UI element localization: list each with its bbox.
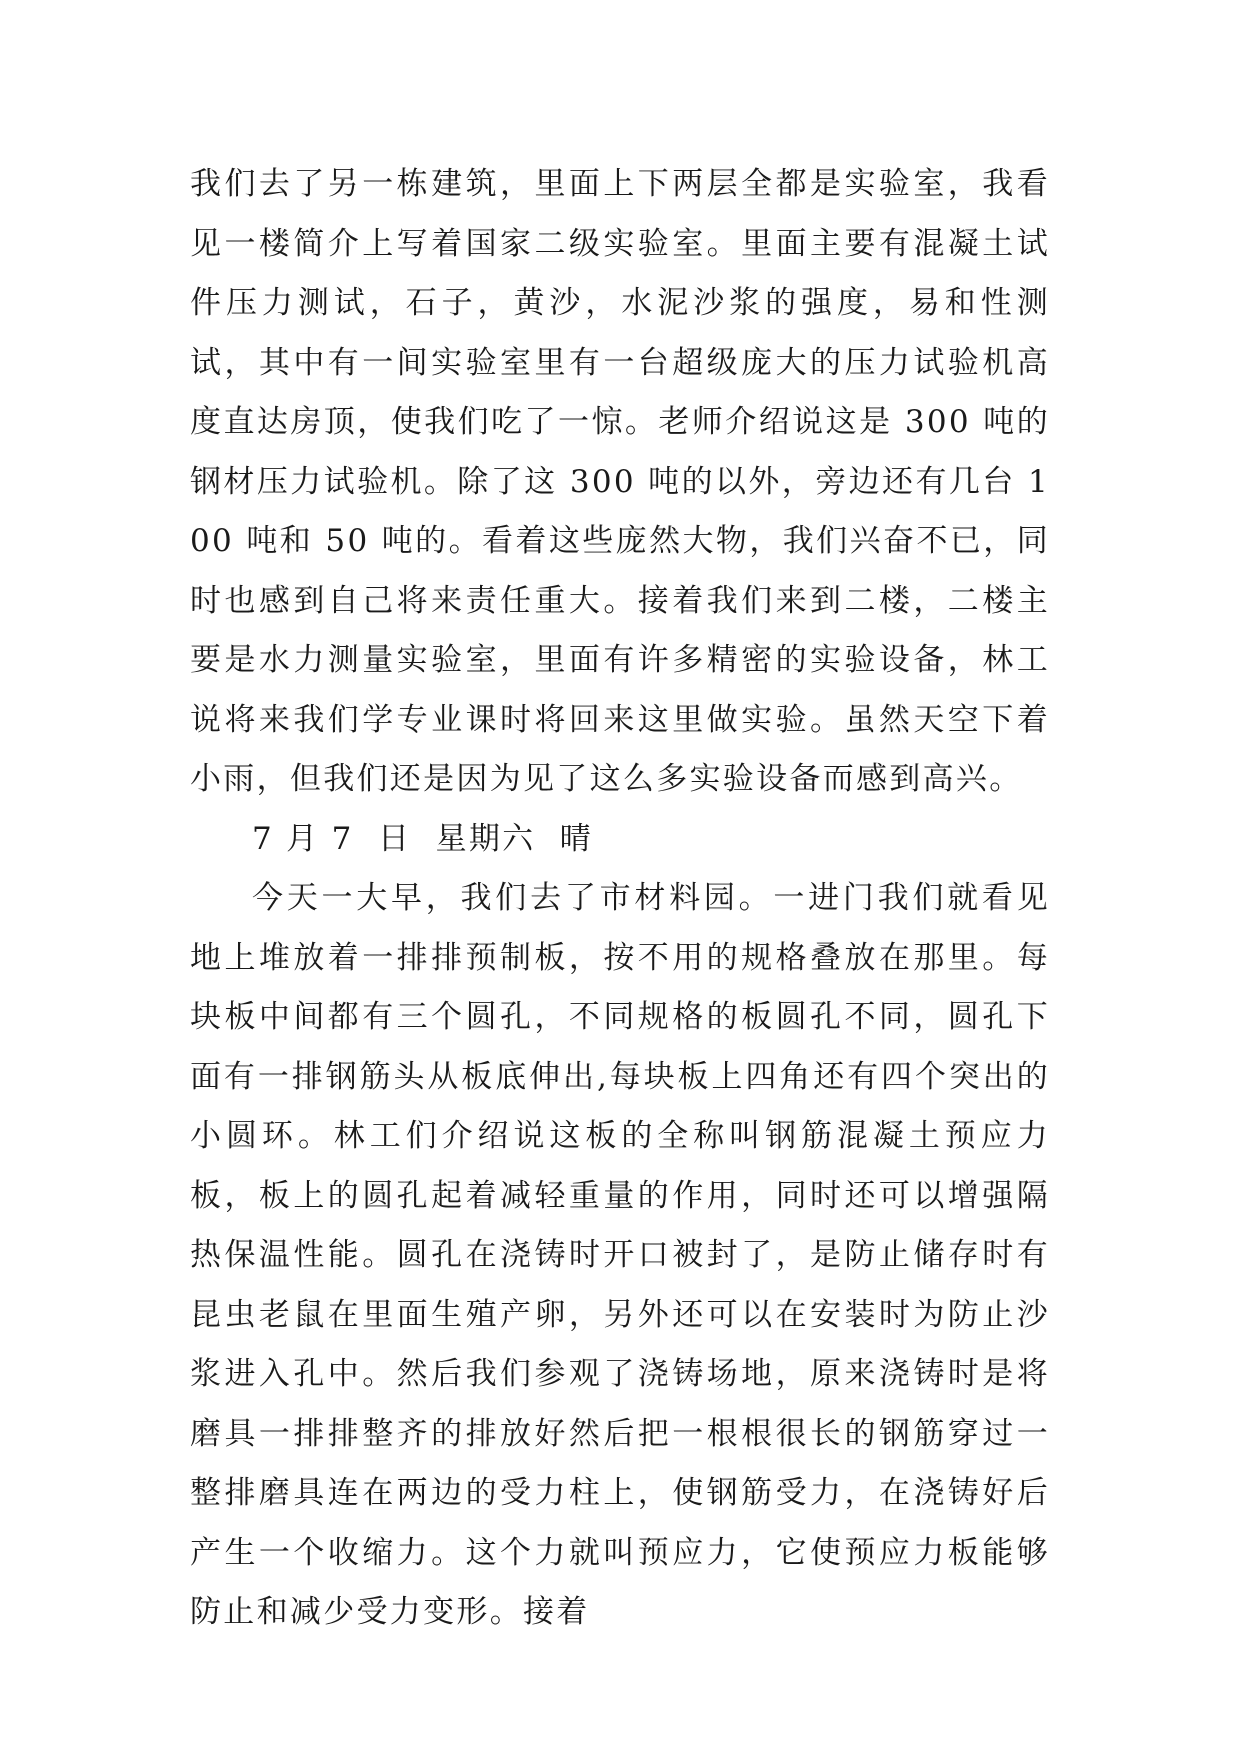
diary-date-line: 7 月 7 日 星期六 晴 xyxy=(252,820,594,857)
paragraph-lab-visit: 我们去了另一栋建筑，里面上下两层全都是实验室，我看见一楼简介上写着国家二级实验室。里面主要有混凝土试件压力测试，石子，黄沙，水泥沙浆的强度，易和性测试，其中有一间实验室里有一台超级庞大的压力试验机高度直达房顶，使我们吃了一惊。老师介绍说这是 300 吨的钢材压力试验机。除了这 300 吨的以外，旁边还有几台 100 吨和 50 吨的。看着这些庞然大物，我们兴奋不已，同时也感到自己将来责任重大。接着我们来到二楼，二楼主要是水力测量实验室，里面有许多精密的实验设备，林工说将来我们学专业课时将回来这里做实验。虽然天空下着小雨，但我们还是因为见了这么多实验设备而感到高兴。 xyxy=(190,166,1050,797)
paragraph-materials-park: 今天一大早，我们去了市材料园。一进门我们就看见地上堆放着一排排预制板，按不用的规格叠放在那里。每块板中间都有三个圆孔，不同规格的板圆孔不同，圆孔下面有一排钢筋头从板底伸出,每块板上四角还有四个突出的小圆环。林工们介绍说这板的全称叫钢筋混凝土预应力板，板上的圆孔起着减轻重量的作用，同时还可以增强隔热保温性能。圆孔在浇铸时开口被封了，是防止储存时有昆虫老鼠在里面生殖产卵，另外还可以在安装时为防止沙浆进入孔中。然后我们参观了浇铸场地，原来浇铸时是将磨具一排排整齐的排放好然后把一根根很长的钢筋穿过一整排磨具连在两边的受力柱上，使钢筋受力，在浇铸好后产生一个收缩力。这个力就叫预应力，它使预应力板能够防止和减少受力变形。接着 xyxy=(190,880,1050,1630)
document-page xyxy=(190,155,1050,1643)
